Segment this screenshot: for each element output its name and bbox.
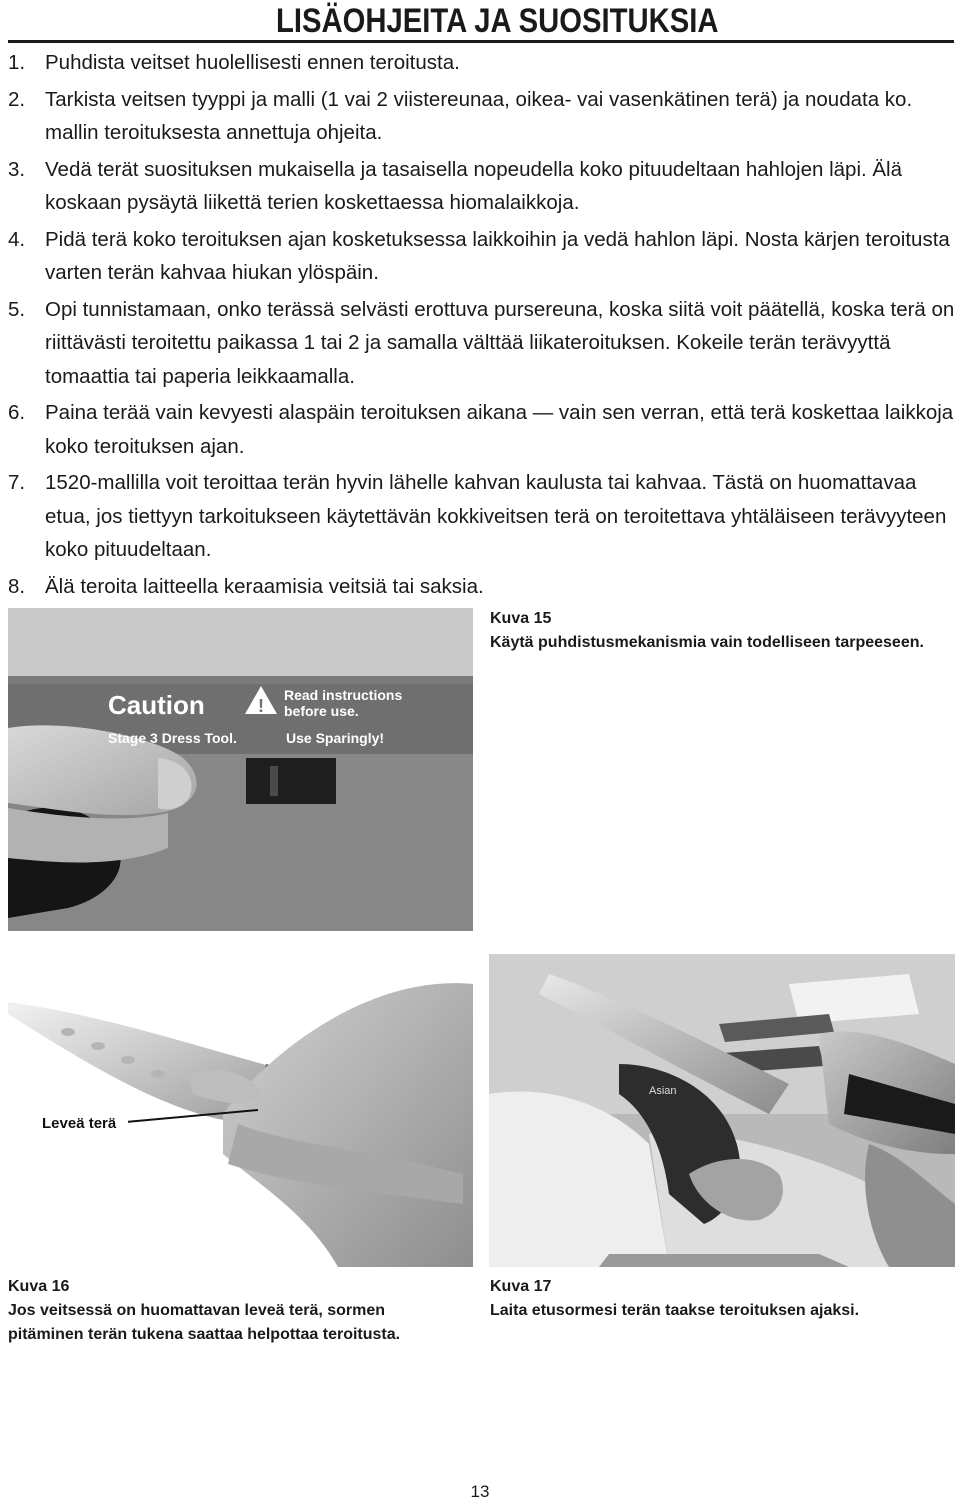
item-text: 1520-mallilla voit teroittaa terän hyvin lähelle kahvan kaulusta tai kahvaa. Tästä on huomattavaa etua, jos tiettyyn tarkoitukseen käytettävän kokkiveitsen terä on teroitettava yhtäläiseen terävyyteen koko pituudeltaan.	[45, 471, 947, 561]
instruction-item	[8, 466, 956, 567]
instruction-list	[8, 46, 956, 606]
item-number: 3.	[8, 157, 26, 181]
svg-text:!: !	[258, 696, 264, 716]
instruction-item	[8, 570, 956, 604]
figure-15-photo	[8, 608, 473, 931]
figure-17-photo	[489, 954, 955, 1267]
instruction-item	[8, 83, 956, 150]
item-number: 2.	[8, 87, 26, 111]
item-number: 1.	[8, 51, 26, 74]
item-text: Pidä terä koko teroituksen ajan kosketuksessa laikkoihin ja vedä hahlon läpi. Nosta kärjen teroitusta varten terän kahvaa hiukan ylöspäin.	[45, 227, 950, 284]
figure-15-caption: Käytä puhdistusmekanismia vain todelliseen tarpeeseen.	[490, 634, 924, 651]
item-text: Opi tunnistamaan, onko terässä selvästi erottuva pursereuna, koska siitä voit päätellä, koska terä on riittävästi teroitettu paikassa 1 tai 2 ja samalla välttää liikateroituksen. Kokeile terän terävyyttä tomaattia tai paperia leikkaamalla.	[45, 297, 955, 388]
item-number: 7.	[8, 471, 26, 494]
use-sparingly-label: Use Sparingly!	[286, 730, 385, 746]
item-text: Älä teroita laitteella keraamisia veitsiä tai saksia.	[45, 574, 484, 598]
page-number: 13	[470, 1482, 490, 1501]
figure-17-label: Kuva 17	[490, 1278, 552, 1295]
caution-label: Caution	[108, 690, 205, 720]
instruction-item	[8, 396, 956, 463]
instruction-item	[8, 46, 956, 80]
figure-16-label: Kuva 16	[8, 1278, 70, 1295]
brand-label: Asian	[649, 1085, 677, 1097]
item-text: Paina terää vain kevyesti alaspäin teroituksen aikana — vain sen verran, että terä koskettaa laikkoja koko teroituksen ajan.	[45, 401, 954, 458]
title-divider	[8, 40, 954, 43]
figure-15-label: Kuva 15	[490, 610, 552, 627]
read-instructions-line1: Read instructions	[284, 687, 403, 703]
figure-16-photo	[8, 954, 473, 1267]
item-text: Tarkista veitsen tyyppi ja malli (1 vai 2 viistereunaa, oikea- vai vasenkätinen terä) ja noudata ko. mallin teroituksesta annettuja ohjeita.	[45, 87, 913, 144]
item-number: 8.	[8, 574, 26, 598]
read-instructions-line2: before use.	[284, 703, 359, 719]
stage-tool-label: Stage 3 Dress Tool.	[108, 730, 237, 746]
item-text: Vedä terät suosituksen mukaisella ja tasaisella nopeudella koko pituudeltaan hahlojen läpi. Älä koskaan pysäytä liikettä terien koskettaessa hiomalaikkoja.	[45, 157, 903, 214]
figure-17-caption: Laita etusormesi terän taakse teroituksen ajaksi.	[490, 1302, 860, 1319]
item-number: 6.	[8, 401, 26, 424]
item-text: Puhdista veitset huolellisesti ennen teroitusta.	[45, 51, 460, 74]
instruction-item	[8, 153, 956, 220]
page-title: LISÄOHJEITA JA SUOSITUKSIA	[275, 2, 718, 40]
instruction-item	[8, 223, 956, 290]
instruction-item	[8, 293, 956, 394]
figure-16-caption: Jos veitsessä on huomattavan leveä terä, sormen pitäminen terän tukena saattaa helpottaa teroitusta.	[8, 1302, 401, 1343]
item-number: 4.	[8, 227, 26, 251]
wide-blade-callout: Leveä terä	[42, 1115, 117, 1132]
item-number: 5.	[8, 297, 26, 321]
